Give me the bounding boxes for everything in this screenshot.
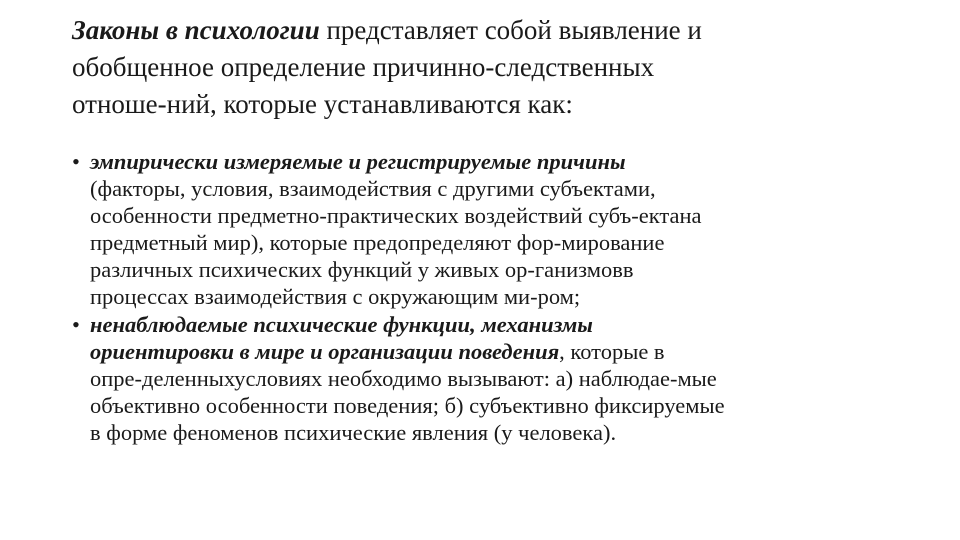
bullet-lead-line-2: [90, 338, 932, 365]
intro-line-3: отноше-ний, которые устанавливаются как:: [72, 89, 573, 119]
bullet-line: (факторы, условия, взаимодействия с другими субъектами,: [90, 176, 656, 201]
bullet-item-empirical-causes: [72, 148, 932, 310]
bullet-line: предметный мир), которые предопределяют фор-мирование: [90, 230, 665, 255]
intro-term: Законы в психологии: [72, 15, 320, 45]
bullet-lead-continuation: ориентировки в мире и организации поведения: [90, 339, 560, 364]
bullet-item-unobservable-functions: [72, 311, 932, 446]
intro-line-2: обобщенное определение причинно-следственных: [72, 52, 655, 82]
intro-line-1-text: представляет собой выявление и: [319, 15, 702, 45]
bullet-line: особенности предметно-практических воздействий субъ-ектана: [90, 203, 702, 228]
intro-paragraph: [72, 12, 932, 123]
bullet-lead: ненаблюдаемые психические функции, механизмы: [90, 312, 593, 337]
bullet-line: опре-деленныхусловиях необходимо вызывают: а) наблюдае-мые: [90, 366, 717, 391]
bullet-line: в форме феноменов психические явления (у человека).: [90, 420, 617, 445]
bullet-lead-rest: , которые в: [559, 339, 665, 364]
bullet-line: процессах взаимодействия с окружающим ми-ром;: [90, 284, 581, 309]
bullet-list: [72, 148, 932, 447]
intro-line-1: [72, 12, 932, 49]
bullet-line: различных психических функций у живых ор-ганизмовв: [90, 257, 634, 282]
bullet-marker: •: [72, 312, 80, 337]
bullet-line: объективно особенности поведения; б) субъективно фиксируемые: [90, 393, 725, 418]
bullet-marker: •: [72, 149, 80, 174]
bullet-lead: эмпирически измеряемые и регистрируемые причины: [90, 149, 626, 174]
